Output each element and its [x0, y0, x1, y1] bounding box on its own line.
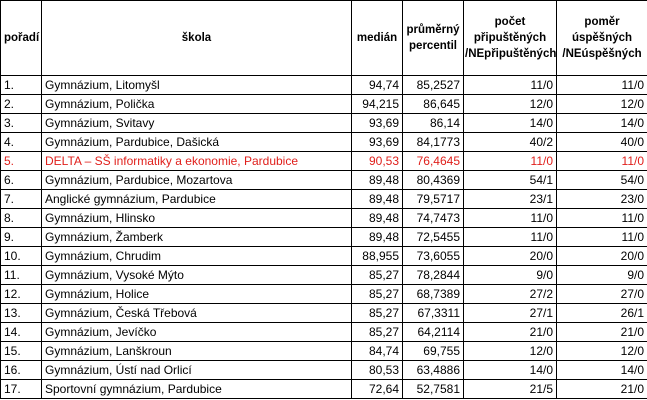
school-cell: Gymnázium, Polička [42, 95, 352, 114]
median-cell: 80,53 [352, 361, 403, 380]
percentile-cell: 74,7473 [403, 209, 464, 228]
admitted-cell: 12/0 [464, 95, 557, 114]
percentile-cell: 78,2844 [403, 266, 464, 285]
header-median: medián [352, 1, 403, 76]
rank-cell: 10. [1, 247, 42, 266]
header-admitted-line: připuštěných [473, 32, 547, 44]
table-body [1, 76, 647, 399]
percentile-cell: 85,2527 [403, 76, 464, 95]
median-cell: 89,48 [352, 190, 403, 209]
admitted-cell: 20/0 [464, 247, 557, 266]
median-cell: 93,69 [352, 133, 403, 152]
school-cell: Gymnázium, Lanškroun [42, 342, 352, 361]
median-cell: 85,27 [352, 304, 403, 323]
passed-cell: 23/0 [557, 190, 647, 209]
admitted-cell: 11/0 [464, 152, 557, 171]
median-cell: 94,74 [352, 76, 403, 95]
admitted-cell: 21/0 [464, 323, 557, 342]
rank-cell: 17. [1, 380, 42, 399]
header-school: škola [42, 1, 352, 76]
school-cell: Gymnázium, Česká Třebová [42, 304, 352, 323]
table-row [1, 342, 647, 361]
passed-cell: 12/0 [557, 95, 647, 114]
median-cell: 72,64 [352, 380, 403, 399]
rank-cell: 4. [1, 133, 42, 152]
rank-cell: 12. [1, 285, 42, 304]
school-cell: Gymnázium, Žamberk [42, 228, 352, 247]
rank-cell: 1. [1, 76, 42, 95]
passed-cell: 40/0 [557, 133, 647, 152]
passed-cell: 12/0 [557, 342, 647, 361]
admitted-cell: 9/0 [464, 266, 557, 285]
passed-cell: 54/0 [557, 171, 647, 190]
percentile-cell: 80,4369 [403, 171, 464, 190]
median-cell: 85,27 [352, 323, 403, 342]
table-row [1, 266, 647, 285]
school-cell: Gymnázium, Holice [42, 285, 352, 304]
passed-cell: 11/0 [557, 228, 647, 247]
median-cell: 89,48 [352, 228, 403, 247]
median-cell: 88,955 [352, 247, 403, 266]
admitted-cell: 11/0 [464, 209, 557, 228]
admitted-cell: 40/2 [464, 133, 557, 152]
median-cell: 89,48 [352, 171, 403, 190]
table-row [1, 171, 647, 190]
percentile-cell: 67,3311 [403, 304, 464, 323]
rank-cell: 6. [1, 171, 42, 190]
admitted-cell: 27/1 [464, 304, 557, 323]
rank-cell: 5. [1, 152, 42, 171]
header-admitted-line: počet [494, 16, 526, 28]
passed-cell: 11/0 [557, 209, 647, 228]
passed-cell: 27/0 [557, 285, 647, 304]
school-cell: Anglické gymnázium, Pardubice [42, 190, 352, 209]
admitted-cell: 12/0 [464, 342, 557, 361]
school-cell: Gymnázium, Pardubice, Mozartova [42, 171, 352, 190]
admitted-cell: 54/1 [464, 171, 557, 190]
rank-cell: 15. [1, 342, 42, 361]
table-row [1, 361, 647, 380]
rank-cell: 7. [1, 190, 42, 209]
passed-cell: 11/0 [557, 76, 647, 95]
passed-cell: 20/0 [557, 247, 647, 266]
percentile-cell: 86,645 [403, 95, 464, 114]
header-percentile [403, 1, 464, 76]
percentile-cell: 68,7389 [403, 285, 464, 304]
school-cell: Gymnázium, Ústí nad Orlicí [42, 361, 352, 380]
median-cell: 93,69 [352, 114, 403, 133]
rank-cell: 9. [1, 228, 42, 247]
table-row [1, 247, 647, 266]
percentile-cell: 86,14 [403, 114, 464, 133]
table-row [1, 228, 647, 247]
percentile-cell: 84,1773 [403, 133, 464, 152]
table-row [1, 133, 647, 152]
median-cell: 94,215 [352, 95, 403, 114]
median-cell: 85,27 [352, 266, 403, 285]
passed-cell: 11/0 [557, 152, 647, 171]
passed-cell: 14/0 [557, 114, 647, 133]
table-row [1, 304, 647, 323]
header-row [1, 1, 647, 76]
rank-cell: 11. [1, 266, 42, 285]
table-row [1, 76, 647, 95]
passed-cell: 9/0 [557, 266, 647, 285]
admitted-cell: 14/0 [464, 114, 557, 133]
percentile-cell: 63,4886 [403, 361, 464, 380]
rank-cell: 16. [1, 361, 42, 380]
header-passed [557, 1, 647, 76]
school-cell: DELTA – SŠ informatiky a ekonomie, Pardubice [42, 152, 352, 171]
table-row [1, 114, 647, 133]
table-row [1, 323, 647, 342]
admitted-cell: 27/2 [464, 285, 557, 304]
header-admitted [464, 1, 557, 76]
percentile-cell: 79,5717 [403, 190, 464, 209]
admitted-cell: 14/0 [464, 361, 557, 380]
table-row [1, 209, 647, 228]
school-cell: Gymnázium, Vysoké Mýto [42, 266, 352, 285]
rank-cell: 3. [1, 114, 42, 133]
table-row [1, 380, 647, 399]
rank-cell: 13. [1, 304, 42, 323]
header-passed-line: úspěšných [571, 32, 633, 44]
school-cell: Gymnázium, Hlinsko [42, 209, 352, 228]
header-percentile-line: průměrný [406, 24, 460, 36]
table-row [1, 95, 647, 114]
passed-cell: 26/1 [557, 304, 647, 323]
median-cell: 89,48 [352, 209, 403, 228]
school-cell: Sportovní gymnázium, Pardubice [42, 380, 352, 399]
table-row [1, 152, 647, 171]
header-passed-line: poměr [584, 16, 620, 28]
header-admitted-line: /NEpřipuštěných [465, 48, 557, 60]
percentile-cell: 73,6055 [403, 247, 464, 266]
school-cell: Gymnázium, Pardubice, Dašická [42, 133, 352, 152]
passed-cell: 14/0 [557, 361, 647, 380]
percentile-cell: 69,755 [403, 342, 464, 361]
median-cell: 85,27 [352, 285, 403, 304]
rank-cell: 2. [1, 95, 42, 114]
school-cell: Gymnázium, Litomyšl [42, 76, 352, 95]
median-cell: 90,53 [352, 152, 403, 171]
passed-cell: 21/0 [557, 380, 647, 399]
rank-cell: 8. [1, 209, 42, 228]
passed-cell: 21/0 [557, 323, 647, 342]
admitted-cell: 11/0 [464, 228, 557, 247]
percentile-cell: 76,4645 [403, 152, 464, 171]
percentile-cell: 72,5455 [403, 228, 464, 247]
percentile-cell: 52,7581 [403, 380, 464, 399]
header-passed-line: /NEúspěšných [562, 48, 642, 60]
header-percentile-line: percentil [409, 40, 457, 52]
percentile-cell: 64,2114 [403, 323, 464, 342]
table-row [1, 285, 647, 304]
school-cell: Gymnázium, Chrudim [42, 247, 352, 266]
rank-cell: 14. [1, 323, 42, 342]
school-cell: Gymnázium, Jevíčko [42, 323, 352, 342]
school-cell: Gymnázium, Svitavy [42, 114, 352, 133]
admitted-cell: 11/0 [464, 76, 557, 95]
admitted-cell: 23/1 [464, 190, 557, 209]
table-row [1, 190, 647, 209]
median-cell: 84,74 [352, 342, 403, 361]
admitted-cell: 21/5 [464, 380, 557, 399]
header-rank: pořadí [1, 1, 42, 76]
